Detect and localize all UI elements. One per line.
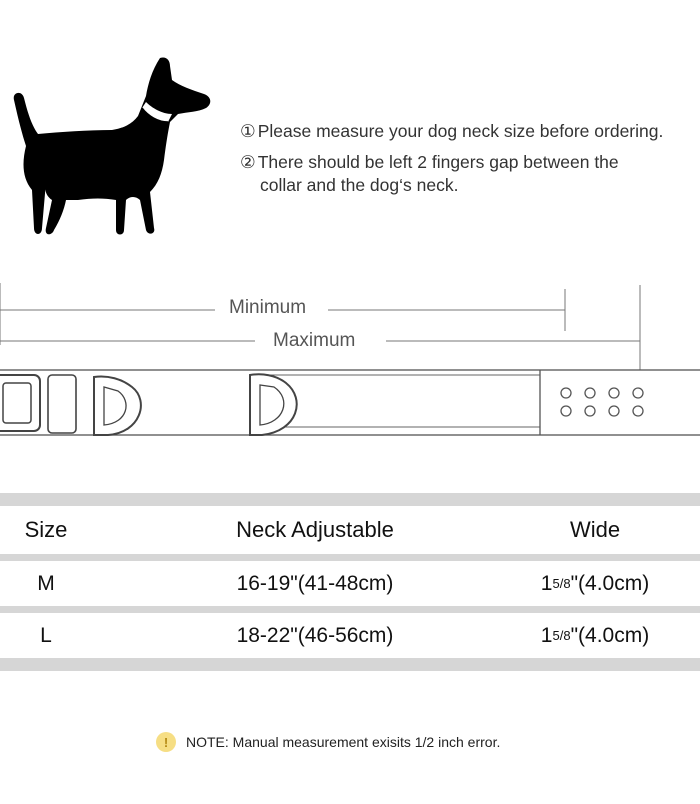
collar-illustration bbox=[0, 275, 700, 455]
header-wide: Wide bbox=[569, 517, 621, 542]
wide-cell bbox=[500, 613, 690, 658]
dog-silhouette-icon bbox=[8, 50, 218, 245]
wide-fraction: 5/8 bbox=[552, 576, 571, 591]
table-top-band bbox=[0, 493, 700, 506]
note-text: NOTE: Manual measurement exisits 1/2 inch error. bbox=[186, 734, 501, 750]
instruction-1-number: ① bbox=[240, 121, 256, 141]
wide-cell bbox=[500, 561, 690, 606]
minimum-label: Minimum bbox=[225, 297, 310, 319]
size-chart-table bbox=[0, 493, 700, 671]
measurement-note bbox=[156, 731, 500, 753]
size-cell: L bbox=[40, 623, 52, 647]
measurement-instructions bbox=[240, 120, 700, 198]
instruction-1-text: Please measure your dog neck size before ordering. bbox=[257, 121, 664, 141]
maximum-label: Maximum bbox=[269, 330, 359, 352]
wide-whole: 1 bbox=[540, 623, 553, 647]
neck-cell: 18-22"(46-56cm) bbox=[236, 623, 394, 647]
instruction-1 bbox=[240, 120, 700, 144]
instruction-2 bbox=[240, 151, 700, 175]
wide-rest: "(4.0cm) bbox=[570, 623, 650, 647]
instruction-2-continued: collar and the dog‘s neck. bbox=[260, 175, 459, 196]
size-cell: M bbox=[37, 571, 55, 595]
table-row bbox=[0, 613, 700, 658]
header-size: Size bbox=[24, 517, 68, 542]
instruction-2-text: There should be left 2 fingers gap between the bbox=[257, 151, 619, 172]
wide-fraction: 5/8 bbox=[552, 628, 571, 643]
neck-cell: 16-19"(41-48cm) bbox=[236, 571, 394, 595]
header-neck-adjustable: Neck Adjustable bbox=[236, 517, 394, 542]
table-divider bbox=[0, 606, 700, 613]
collar-measurement-diagram bbox=[0, 275, 700, 455]
table-row bbox=[0, 561, 700, 606]
table-bottom-band bbox=[0, 658, 700, 671]
table-divider bbox=[0, 554, 700, 561]
wide-whole: 1 bbox=[540, 571, 553, 595]
wide-rest: "(4.0cm) bbox=[570, 571, 650, 595]
table-header-row bbox=[0, 506, 700, 554]
warning-icon: ! bbox=[156, 732, 176, 752]
instruction-2-number: ② bbox=[240, 151, 256, 172]
